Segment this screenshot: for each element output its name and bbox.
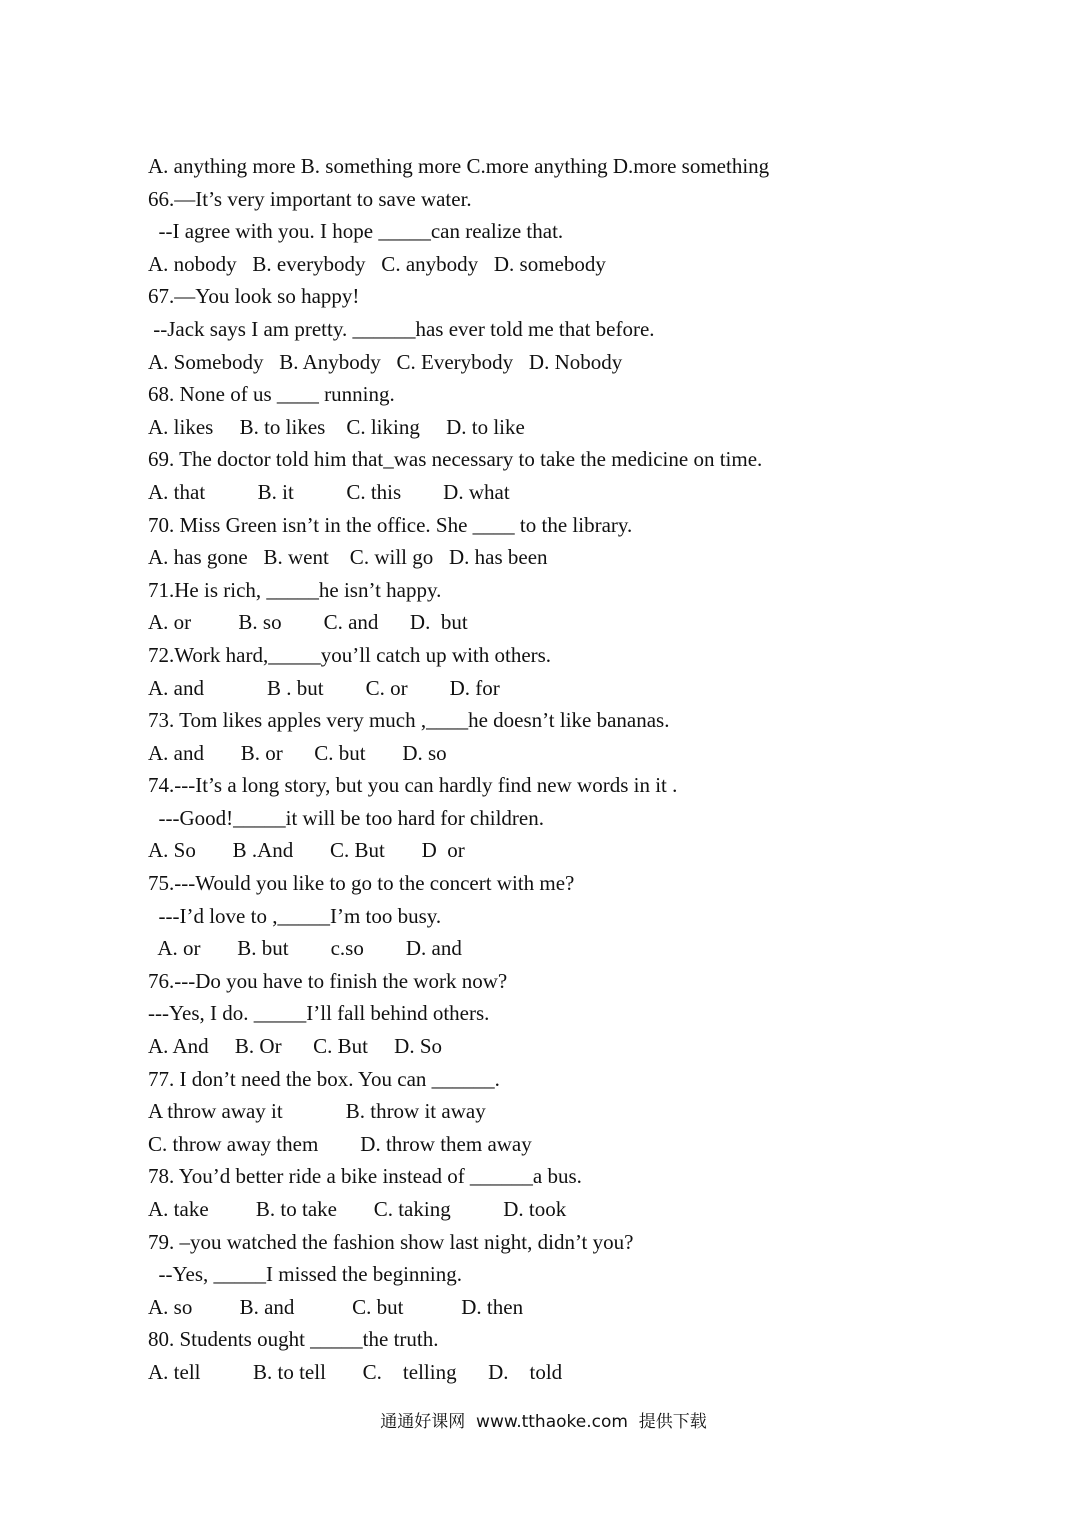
answer-options: A. or B. so C. and D. but — [148, 610, 468, 635]
answer-options: A. So B .And C. But D or — [148, 838, 465, 863]
question-73: 73. Tom likes apples very much ,____he doesn’t like bananas. — [148, 708, 670, 733]
question-69: 69. The doctor told him that_was necessary to take the medicine on time. — [148, 447, 763, 472]
question-67: 67.—You look so happy! — [148, 284, 360, 309]
answer-options: A throw away it B. throw it away — [148, 1099, 486, 1124]
answer-options: A. likes B. to likes C. liking D. to like — [148, 414, 525, 439]
answer-options: A. or B. but c.so D. and — [148, 936, 462, 961]
answer-options: A. And B. Or C. But D. So — [148, 1034, 443, 1059]
question-74: 74.---It’s a long story, but you can hardly find new words in it . — [148, 773, 678, 798]
question-68: 68. None of us ____ running. — [148, 382, 395, 407]
question-72: 72.Work hard,_____you’ll catch up with others. — [148, 642, 552, 667]
answer-options: A. has gone B. went C. will go D. has been — [148, 545, 548, 570]
text-line: --Jack says I am pretty. ______has ever told me that before. — [148, 316, 655, 341]
answer-options: A. that B. it C. this D. what — [148, 479, 510, 504]
question-78: 78. You’d better ride a bike instead of ______a bus. — [148, 1164, 582, 1189]
question-80: 80. Students ought _____the truth. — [148, 1327, 439, 1352]
question-71: 71.He is rich, _____he isn’t happy. — [148, 577, 442, 602]
answer-options: A. Somebody B. Anybody C. Everybody D. Nobody — [148, 349, 623, 374]
text-line: A. anything more B. something more C.more anything D.more something — [148, 154, 770, 178]
text-line: ---Good!_____it will be too hard for children. — [148, 805, 544, 830]
question-79: 79. –you watched the fashion show last night, didn’t you? — [148, 1229, 634, 1254]
answer-options: A. tell B. to tell C. telling D. told — [148, 1359, 563, 1384]
question-75: 75.---Would you like to go to the concert with me? — [148, 871, 575, 896]
text-line: --Yes, _____I missed the beginning. — [148, 1262, 463, 1287]
question-70: 70. Miss Green isn’t in the office. She ____ to the library. — [148, 512, 633, 537]
question-77: 77. I don’t need the box. You can ______. — [148, 1066, 500, 1091]
answer-options: A. and B. or C. but D. so — [148, 740, 447, 765]
answer-options: A. so B. and C. but D. then — [148, 1294, 524, 1319]
question-66: 66.—It’s very important to save water. — [148, 186, 472, 211]
text-line: ---Yes, I do. _____I’ll fall behind others. — [148, 1001, 490, 1026]
question-76: 76.---Do you have to finish the work now? — [148, 968, 508, 993]
answer-options: A. and B . but C. or D. for — [148, 675, 500, 700]
text-line: ---I’d love to ,_____I’m too busy. — [148, 903, 442, 928]
document-page — [148, 150, 1048, 1389]
answer-options: A. nobody B. everybody C. anybody D. somebody — [148, 251, 606, 276]
text-line: --I agree with you. I hope _____can realize that. — [148, 219, 564, 244]
answer-options: C. throw away them D. throw them away — [148, 1131, 532, 1156]
answer-options: A. take B. to take C. taking D. took — [148, 1197, 567, 1221]
page-footer: 通通好课网 www.tthaoke.com 提供下载 — [380, 1412, 707, 1432]
